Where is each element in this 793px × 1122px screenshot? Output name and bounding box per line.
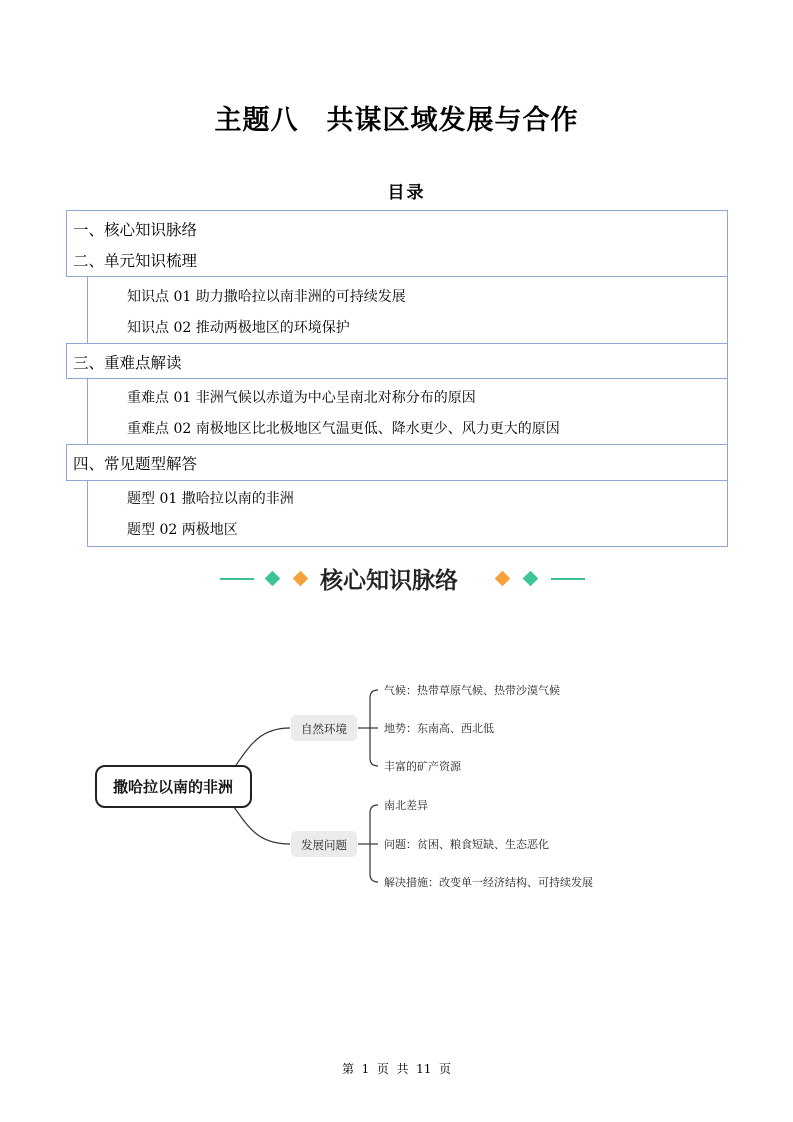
diamond-icon bbox=[293, 571, 309, 587]
toc-item[interactable]: 题型 01 撒哈拉以南的非洲 bbox=[127, 491, 294, 507]
leaf-label: 丰富的矿产资源 bbox=[384, 760, 461, 773]
toc-section-1[interactable]: 一、核心知识脉络 bbox=[73, 221, 198, 239]
diamond-icon bbox=[523, 571, 539, 587]
leaf-label: 气候：热带草原气候、热带沙漠气候 bbox=[384, 684, 560, 697]
root-label: 撒哈拉以南的非洲 bbox=[112, 778, 234, 796]
connector bbox=[234, 807, 290, 844]
diamond-icon bbox=[495, 571, 511, 587]
toc-item[interactable]: 重难点 02 南极地区比北极地区气温更低、降水更少、风力更大的原因 bbox=[127, 421, 560, 437]
connector bbox=[234, 728, 290, 768]
page-footer: 第 1 页 共 11 页 bbox=[341, 1062, 452, 1076]
leaf-label: 问题：贫困、粮食短缺、生态恶化 bbox=[384, 838, 549, 851]
toc-section-3[interactable]: 三、重难点解读 bbox=[73, 354, 182, 372]
toc-section-2[interactable]: 二、单元知识梳理 bbox=[73, 252, 198, 270]
leaf-label: 南北差异 bbox=[384, 799, 428, 812]
section-banner-title: 核心知识脉络 bbox=[320, 568, 458, 594]
toc-item[interactable]: 题型 02 两极地区 bbox=[127, 522, 238, 538]
toc-heading: 目录 bbox=[387, 183, 426, 203]
banner-line-left bbox=[220, 578, 254, 580]
mind-map bbox=[0, 660, 793, 920]
toc-item[interactable]: 知识点 01 助力撒哈拉以南非洲的可持续发展 bbox=[127, 289, 406, 305]
leaf-label: 解决措施：改变单一经济结构、可持续发展 bbox=[384, 876, 593, 889]
diamond-icon bbox=[265, 571, 281, 587]
toc-item[interactable]: 重难点 01 非洲气候以赤道为中心呈南北对称分布的原因 bbox=[127, 390, 476, 406]
toc-item[interactable]: 知识点 02 推动两极地区的环境保护 bbox=[127, 320, 350, 336]
toc-section-4[interactable]: 四、常见题型解答 bbox=[73, 455, 198, 473]
banner-line-right bbox=[551, 578, 585, 580]
branch-label: 自然环境 bbox=[301, 722, 347, 736]
branch-label: 发展问题 bbox=[301, 838, 347, 852]
leaf-label: 地势：东南高、西北低 bbox=[384, 722, 494, 735]
page-title: 主题八 共谋区域发展与合作 bbox=[214, 105, 579, 136]
